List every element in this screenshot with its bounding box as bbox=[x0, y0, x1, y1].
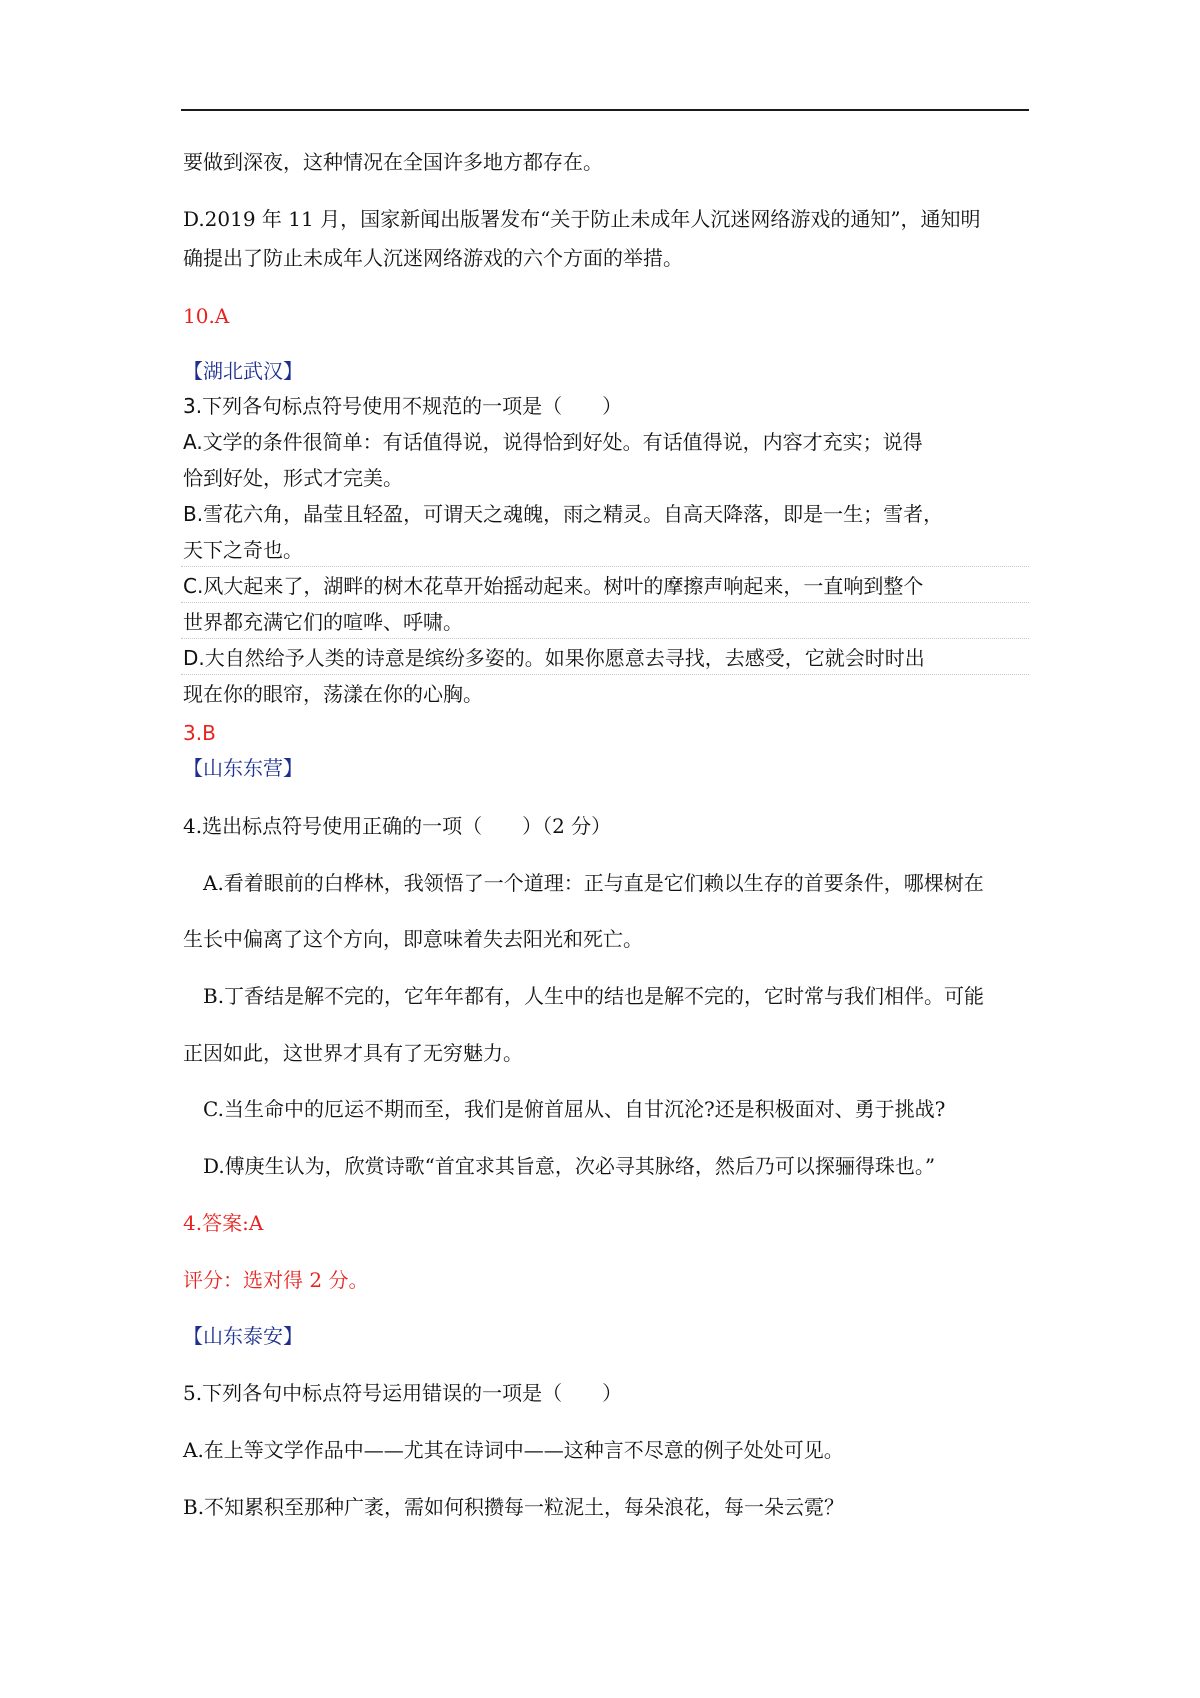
option-d-line-2: 确提出了防止未成年人沉迷网络游戏的六个方面的举措。 bbox=[183, 246, 683, 270]
dotted-divider bbox=[181, 566, 1029, 567]
dotted-divider bbox=[181, 602, 1029, 603]
q3-option-b-line-2: 天下之奇也。 bbox=[183, 538, 303, 562]
answer-3: 3.B bbox=[183, 721, 216, 745]
q5-option-a: A.在上等文学作品中——尤其在诗词中——这种言不尽意的例子处处可见。 bbox=[183, 1438, 844, 1462]
q4-option-a-line-2: 生长中偏离了这个方向，即意味着失去阳光和死亡。 bbox=[183, 927, 643, 951]
answer-10: 10.A bbox=[183, 304, 230, 328]
q5-option-b: B.不知累积至那种广袤，需如何积攒每一粒泥土，每朵浪花，每一朵云霓？ bbox=[183, 1495, 845, 1519]
q3-option-d-line-2: 现在你的眼帘，荡漾在你的心胸。 bbox=[183, 682, 483, 706]
header-rule bbox=[181, 109, 1029, 111]
q3-option-a-line-1: A.文学的条件很简单：有话值得说，说得恰到好处。有话值得说，内容才充实；说得 bbox=[183, 430, 923, 454]
dotted-divider bbox=[181, 674, 1029, 675]
score-note: 评分：选对得 2 分。 bbox=[183, 1268, 369, 1292]
q4-option-d: D.傅庚生认为，欣赏诗歌“首宜求其旨意，次必寻其脉络，然后乃可以探骊得珠也。” bbox=[203, 1154, 936, 1178]
q4-option-c: C.当生命中的厄运不期而至，我们是俯首屈从、自甘沉沦?还是积极面对、勇于挑战? bbox=[203, 1097, 946, 1121]
q4-option-b-line-1: B.丁香结是解不完的，它年年都有，人生中的结也是解不完的，它时常与我们相伴。可能 bbox=[203, 984, 985, 1008]
question-4: 4.选出标点符号使用正确的一项（ ）（2 分） bbox=[183, 814, 612, 838]
region-wuhan: 【湖北武汉】 bbox=[183, 359, 303, 383]
q3-option-c-line-1: C.风大起来了，湖畔的树木花草开始摇动起来。树叶的摩擦声响起来，一直响到整个 bbox=[183, 574, 924, 598]
question-3: 3.下列各句标点符号使用不规范的一项是（ ） bbox=[183, 394, 623, 418]
question-5: 5.下列各句中标点符号运用错误的一项是（ ） bbox=[183, 1381, 623, 1405]
region-taian: 【山东泰安】 bbox=[183, 1324, 303, 1348]
q3-option-d-line-1: D.大自然给予人类的诗意是缤纷多姿的。如果你愿意去寻找，去感受，它就会时时出 bbox=[183, 646, 925, 670]
q4-option-a-line-1: A.看着眼前的白桦林，我领悟了一个道理：正与直是它们赖以生存的首要条件，哪棵树在 bbox=[203, 871, 984, 895]
q3-option-a-line-2: 恰到好处，形式才完美。 bbox=[183, 466, 403, 490]
q4-option-b-line-2: 正因如此，这世界才具有了无穷魅力。 bbox=[183, 1041, 523, 1065]
q3-option-b-line-1: B.雪花六角，晶莹且轻盈，可谓天之魂魄，雨之精灵。自高天降落，即是一生；雪者， bbox=[183, 502, 944, 526]
q3-option-c-line-2: 世界都充满它们的喧哗、呼啸。 bbox=[183, 610, 463, 634]
option-d-line-1: D.2019 年 11 月，国家新闻出版署发布“关于防止未成年人沉迷网络游戏的通知”，通知明 bbox=[183, 207, 981, 231]
region-dongying: 【山东东营】 bbox=[183, 756, 303, 780]
continuation-text: 要做到深夜，这种情况在全国许多地方都存在。 bbox=[183, 150, 603, 174]
dotted-divider bbox=[181, 638, 1029, 639]
answer-4: 4.答案:A bbox=[183, 1211, 264, 1235]
